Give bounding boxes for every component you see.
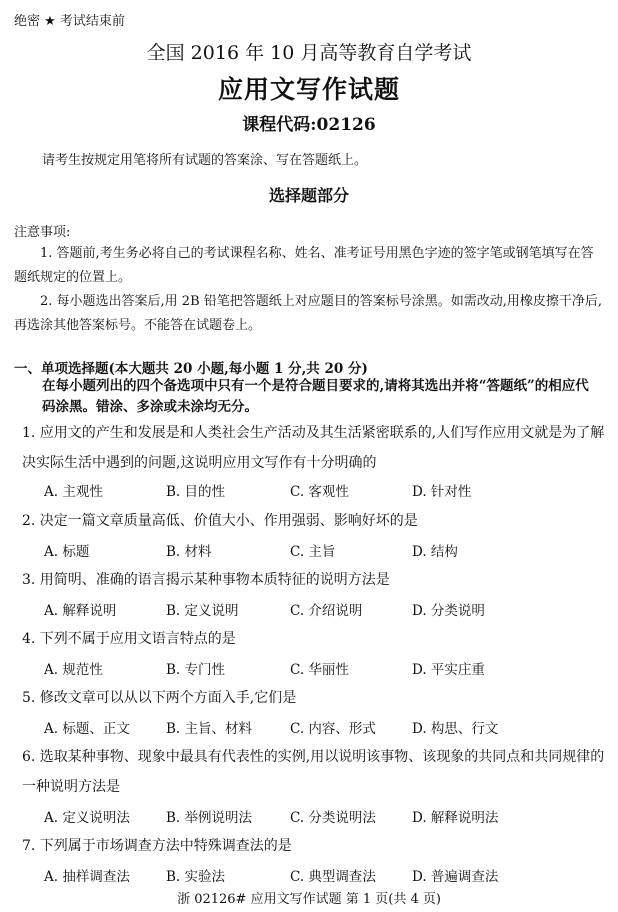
question-stem: 7. 下列属于市场调查方法中特殊调查法的是	[22, 838, 292, 854]
course-code: 课程代码:02126	[242, 115, 376, 135]
option-d: D. 解释说明法	[412, 810, 499, 826]
note-item: 1. 答题前,考生务必将自己的考试课程名称、姓名、准考证号用黑色字迹的签字笔或钢笔填写在答题纸规定的位置上。	[14, 246, 594, 285]
question-options	[44, 865, 604, 885]
option-a: A. 定义说明法	[44, 810, 130, 826]
question-options	[44, 540, 604, 560]
paper-title: 应用文写作试题	[217, 75, 400, 104]
option-d: D. 构思、行文	[412, 721, 499, 737]
option-b: B. 材料	[166, 544, 212, 560]
section-title: 选择题部分	[268, 186, 349, 205]
note-item: 2. 每小题选出答案后,用 2B 铅笔把答题纸上对应题目的答案标号涂黑。如需改动,用橡皮擦干净后,再选涂其他答案标号。不能答在试题卷上。	[14, 294, 603, 333]
option-a: A. 主观性	[44, 484, 103, 500]
option-c: C. 分类说明法	[290, 810, 376, 826]
option-c: C. 内容、形式	[290, 721, 376, 737]
question-stem: 2. 决定一篇文章质量高低、价值大小、作用强弱、影响好坏的是	[22, 513, 418, 529]
option-c: C. 介绍说明	[290, 603, 363, 619]
question-stem: 5. 修改文章可以从以下两个方面入手,它们是	[22, 690, 297, 706]
option-a: A. 解释说明	[44, 603, 117, 619]
question-stem: 1. 应用文的产生和发展是和人类社会生产活动及其生活紧密联系的,人们写作应用文就是为了解决实际生活中遇到的问题,这说明应用文写作有十分明确的	[22, 425, 605, 471]
question-stem: 3. 用简明、准确的语言揭示某种事物本质特征的说明方法是	[22, 572, 390, 588]
option-a: A. 标题、正文	[44, 721, 130, 737]
option-b: B. 专门性	[166, 662, 226, 678]
option-c: C. 典型调查法	[290, 869, 376, 885]
option-b: B. 目的性	[166, 484, 226, 500]
option-d: D. 普遍调查法	[412, 869, 499, 885]
question-options	[44, 806, 604, 826]
page-footer: 浙 02126# 应用文写作试题 第 1 页(共 4 页)	[177, 892, 441, 907]
option-d: D. 平实庄重	[412, 662, 485, 678]
option-a: A. 规范性	[44, 662, 103, 678]
question-stem: 6. 选取某种事物、现象中最具有代表性的实例,用以说明该事物、该现象的共同点和共同规律的一种说明方法是	[22, 749, 605, 795]
question-options	[44, 717, 604, 737]
exam-title: 全国 2016 年 10 月高等教育自学考试	[146, 42, 472, 64]
option-b: B. 主旨、材料	[166, 721, 253, 737]
part-description: 在每小题列出的四个备选项中只有一个是符合题目要求的,请将其选出并将“答题纸”的相应代码涂黑。错涂、多涂或未涂均无分。	[42, 378, 589, 415]
confidential-mark: 绝密 ★ 考试结束前	[14, 14, 125, 29]
option-d: D. 分类说明	[412, 603, 485, 619]
question-options	[44, 480, 604, 500]
option-a: A. 抽样调查法	[44, 869, 130, 885]
option-a: A. 标题	[44, 544, 90, 560]
option-b: B. 定义说明	[166, 603, 239, 619]
question-options	[44, 658, 604, 678]
option-c: C. 客观性	[290, 484, 349, 500]
notes-label: 注意事项:	[14, 225, 71, 240]
option-c: C. 主旨	[290, 544, 336, 560]
question-stem: 4. 下列不属于应用文语言特点的是	[22, 631, 236, 647]
option-b: B. 举例说明法	[166, 810, 253, 826]
question-options	[44, 599, 604, 619]
option-d: D. 针对性	[412, 484, 472, 500]
option-b: B. 实验法	[166, 869, 226, 885]
instruction-text: 请考生按规定用笔将所有试题的答案涂、写在答题纸上。	[42, 153, 368, 168]
option-c: C. 华丽性	[290, 662, 349, 678]
option-d: D. 结构	[412, 544, 458, 560]
part-heading: 一、单项选择题(本大题共 20 小题,每小题 1 分,共 20 分)	[14, 361, 368, 377]
